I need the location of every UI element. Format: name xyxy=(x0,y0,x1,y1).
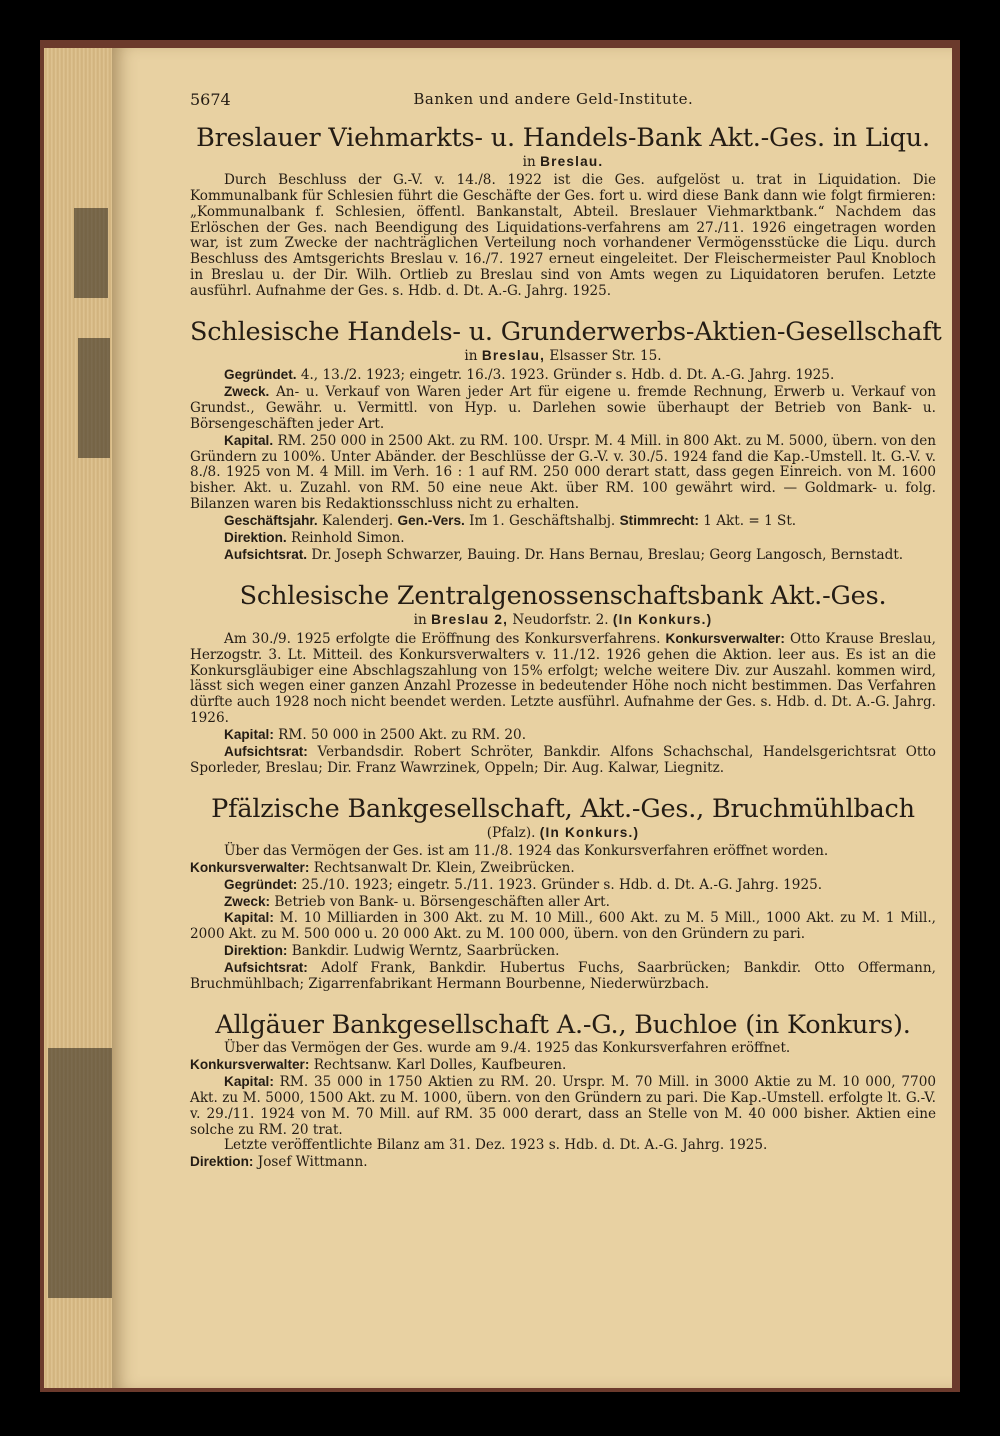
field-value: 25./10. 1923; eingetr. 5./11. 1923. Gründer s. Hdb. d. Dt. A.-G. Jahrg. 1925. xyxy=(297,876,823,893)
entry-location xyxy=(190,612,936,629)
field-value: Kalenderj. xyxy=(317,513,398,530)
location-city: Breslau 2, xyxy=(431,611,509,627)
entry-paragraph: Über das Vermögen der Ges. ist am 11./8. 1924 das Konkursverfahren eröffnet worden. xyxy=(224,842,829,859)
location-street: Elsasser Str. 15. xyxy=(545,348,662,365)
thumb-index-mark xyxy=(78,338,110,458)
field-value: RM. 35 000 in 1750 Aktien zu RM. 20. Urspr. M. 70 Mill. in 3000 Aktie zu M. 10 000, 7700 Akt. zu M. 5000, 1500 Akt. zu M. 1000, übern. von den Gründern zu pari. Die Kap.-Umstell. erfolgte lt. G.-V. v. 29./11. 1924 von M. 70 Mill. auf RM. 35 000 derart, dass an Stelle von M. 40 000 bisher. Aktien eine solche zu RM. 20 trat. xyxy=(190,1073,936,1138)
running-header xyxy=(190,92,936,108)
field-label: Aufsichtsrat: xyxy=(224,960,308,976)
field-value: Adolf Frank, Bankdir. Hubertus Fuchs, Saarbrücken; Bankdir. Otto Offermann, Bruchmühlbach; Zigarrenfabrikant Hermann Bourbenne, Niederwürzbach. xyxy=(190,960,936,993)
field-aufsichtsrat xyxy=(190,547,936,564)
field-bilanz: Letzte veröffentlichte Bilanz am 31. Dez. 1923 s. Hdb. d. Dt. A.-G. Jahrg. 1925. xyxy=(224,1137,768,1154)
field-label: Konkursverwalter: xyxy=(190,1056,310,1072)
running-title: Banken und andere Geld-Institute. xyxy=(413,90,694,108)
field-aufsichtsrat xyxy=(190,744,936,777)
field-kapital xyxy=(190,433,936,514)
field-value: Rechtsanwalt Dr. Klein, Zweibrücken. xyxy=(309,859,575,876)
field-value: Im 1. Geschäftshalbj. xyxy=(464,513,620,530)
field-zweck xyxy=(190,894,936,911)
entry-paragraph xyxy=(190,631,936,727)
field-value: 1 Akt. = 1 St. xyxy=(698,513,797,530)
field-aufsichtsrat xyxy=(190,960,936,993)
field-value: Josef Wittmann. xyxy=(253,1154,368,1171)
entry-paragraph: Über das Vermögen der Ges. wurde am 9./4. 1925 das Konkursverfahren eröffnet. xyxy=(224,1039,791,1056)
field-label: Aufsichtsrat. xyxy=(224,546,308,562)
paragraph-text: Am 30./9. 1925 erfolgte die Eröffnung des Konkursverfahrens. xyxy=(224,630,666,647)
thumb-index-mark xyxy=(48,1048,114,1298)
field-value: RM. 50 000 in 2500 Akt. zu RM. 20. xyxy=(273,727,527,744)
field-value: Bankdir. Ludwig Werntz, Saarbrücken. xyxy=(287,943,560,960)
field-kapital xyxy=(190,1074,936,1139)
field-konkursverwalter xyxy=(190,860,936,877)
field-value: Betrieb von Bank- u. Börsengeschäften aller Art. xyxy=(270,893,610,910)
field-direktion xyxy=(190,943,936,960)
field-label: Kapital: xyxy=(224,727,274,743)
field-label: Geschäftsjahr. xyxy=(224,513,318,529)
location-prefix: in xyxy=(522,153,541,170)
page-number: 5674 xyxy=(190,90,231,109)
field-kapital xyxy=(190,910,936,943)
status-konkurs: (In Konkurs.) xyxy=(539,824,640,840)
location-city: Breslau, xyxy=(481,348,546,364)
entry-breslauer-viehmarkts-bank xyxy=(190,122,936,300)
entry-schlesische-handels-bank xyxy=(190,316,942,564)
field-label: Kapital. xyxy=(224,432,274,448)
entry-title: Schlesische Zentralgenossenschaftsbank Akt.-Ges. xyxy=(239,580,887,611)
field-value: RM. 250 000 in 2500 Akt. zu RM. 100. Urspr. M. 4 Mill. in 800 Akt. zu M. 5000, übern. von den Gründern zu 100%. Unter Abänder. der Beschlüsse der G.-V. v. 30./5. 1924 fand die Kap.-Umstell. lt. G.-V. v. 8./8. 1925 von M. 4 Mill. im Verh. 16 : 1 auf RM. 250 000 derart statt, dass gegen Einreich. von M. 1600 bisher. Akt. u. Zuzahl. von RM. 50 eine neue Akt. über RM. 100 gewährt wird. — Goldmark- u. folg. Bilanzen waren bis Redaktionsschluss nicht zu erhalten. xyxy=(190,432,936,513)
entry-title: Schlesische Handels- u. Grunderwerbs-Aktien-Gesellschaft xyxy=(190,317,942,348)
entry-paragraph: Durch Beschluss der G.-V. v. 14./8. 1922 ist die Ges. aufgelöst u. trat in Liquidation. Die Kommunalbank für Schlesien führt die Geschäfte der Ges. fort u. wird diese Bank dann wie folgt firmieren: „Kommunalbank f. Schlesien, öffentl. Bankanstalt, Abteil. Breslauer Viehmarktbank.“ Nachdem das Erlöschen der Ges. nach Beendigung des Liquidations-verfahrens am 27./11. 1926 eingetragen worden war, ist zum Zwecke der nachträglichen Verteilung noch vorhandener Vermögensstücke die Liqu. durch Beschluss des Amtsgerichts Breslau v. 16./7. 1927 erneut eingeleitet. Der Fleischermeister Paul Knobloch in Breslau u. der Dir. Wilh. Ortlieb zu Breslau sind von Amts wegen zu Liquidatoren berufen. Letzte ausführl. Aufnahme der Ges. s. Hdb. d. Dt. A.-G. Jahrg. 1925. xyxy=(190,171,936,300)
field-value: Rechtsanw. Karl Dolles, Kaufbeuren. xyxy=(309,1056,567,1073)
field-label: Zweck. xyxy=(224,383,270,399)
field-label: Aufsichtsrat: xyxy=(224,744,308,760)
location-prefix: in xyxy=(464,348,482,365)
entry-pfaelzische-bankgesellschaft xyxy=(190,793,936,993)
entry-location xyxy=(190,348,936,365)
field-direktion xyxy=(190,1154,936,1171)
field-value: Verbandsdir. Robert Schröter, Bankdir. Alfons Schachschal, Handelsgerichtsrat Otto Sporleder, Breslau; Dir. Franz Wawrzinek, Oppeln; Dir. Aug. Kalwar, Liegnitz. xyxy=(190,744,936,776)
field-gegruendet xyxy=(190,367,936,384)
field-label: Konkursverwalter: xyxy=(665,630,785,646)
field-zweck xyxy=(190,384,936,433)
entry-schlesische-zentralgenossenschaftsbank xyxy=(190,580,936,777)
field-kapital xyxy=(190,727,936,744)
page xyxy=(112,48,952,1388)
entry-location xyxy=(190,154,936,171)
field-label: Konkursverwalter: xyxy=(190,859,310,875)
location-prefix: in xyxy=(413,611,432,628)
field-label: Kapital: xyxy=(224,1073,274,1089)
thumb-index-mark xyxy=(74,208,108,298)
field-label: Kapital: xyxy=(224,910,274,926)
field-label: Zweck: xyxy=(224,893,271,909)
field-label: Direktion: xyxy=(190,1154,254,1170)
field-geschaeftsjahr xyxy=(190,513,936,530)
page-content xyxy=(190,90,942,1187)
field-value: Dr. Joseph Schwarzer, Bauing. Dr. Hans Bernau, Breslau; Georg Langosch, Bernstadt. xyxy=(307,546,904,563)
location-street: Neudorfstr. 2. xyxy=(508,611,613,628)
field-label: Direktion: xyxy=(224,943,288,959)
field-value: Reinhold Simon. xyxy=(286,530,405,547)
field-value: 4., 13./2. 1923; eingetr. 16./3. 1923. Gründer s. Hdb. d. Dt. A.-G. Jahrg. 1925. xyxy=(296,366,835,383)
entry-title: Pfälzische Bankgesellschaft, Akt.-Ges., Bruchmühlbach xyxy=(211,793,915,824)
field-label: Gegründet: xyxy=(224,876,298,892)
field-label: Direktion. xyxy=(224,530,287,546)
location-city: Breslau. xyxy=(540,153,604,169)
field-label: Gen.-Vers. xyxy=(397,513,465,529)
field-gegruendet xyxy=(190,877,936,894)
entry-title: Allgäuer Bankgesellschaft A.-G., Buchloe (in Konkurs). xyxy=(215,1009,911,1040)
entry-title: Breslauer Viehmarkts- u. Handels-Bank Akt.-Ges. in Liqu. xyxy=(196,122,930,153)
status-konkurs: (In Konkurs.) xyxy=(612,611,713,627)
field-konkursverwalter xyxy=(190,1057,936,1074)
entry-allgaeuer-bankgesellschaft xyxy=(190,1009,936,1171)
page-edges xyxy=(44,48,116,1388)
field-label: Stimmrecht: xyxy=(619,513,699,529)
paragraph-text: Otto Krause Breslau, Herzogstr. 3. Lt. Mitteil. des Konkursverwalters v. 11./12. 1926 gehen die Aktion. leer aus. Es ist an die Konkursgläubiger eine Abschlagszahlung von 15% erfolgt; welche weitere Div. zur Auszahl. kommen wird, lässt sich wegen einer ganzen Anzahl Prozesse in bedeutender Höhe noch nicht bestimmen. Das Verfahren dürfte auch 1928 noch nicht beendet werden. Letzte ausführl. Aufnahme der Ges. s. Hdb. d. Dt. A.-G. Jahrg. 1926. xyxy=(190,630,936,727)
location-prefix: (Pfalz). xyxy=(486,824,540,841)
field-label: Gegründet. xyxy=(224,366,297,382)
field-direktion xyxy=(190,530,936,547)
field-value: An- u. Verkauf von Waren jeder Art für eigene u. fremde Rechnung, Erwerb u. Verkauf von Grundst., Gewähr. u. Vermittl. von Hyp. u. Darlehen sowie überhaupt der Betrieb von Bank- u. Börsengeschäften jeder Art. xyxy=(190,383,936,432)
field-value: M. 10 Milliarden in 300 Akt. zu M. 10 Mill., 600 Akt. zu M. 5 Mill., 1000 Akt. zu M. 1 Mill., 2000 Akt. zu M. 500 000 u. 20 000 Akt. zu M. 100 000, übern. von den Gründern zu pari. xyxy=(190,910,936,943)
entry-location xyxy=(190,825,936,842)
